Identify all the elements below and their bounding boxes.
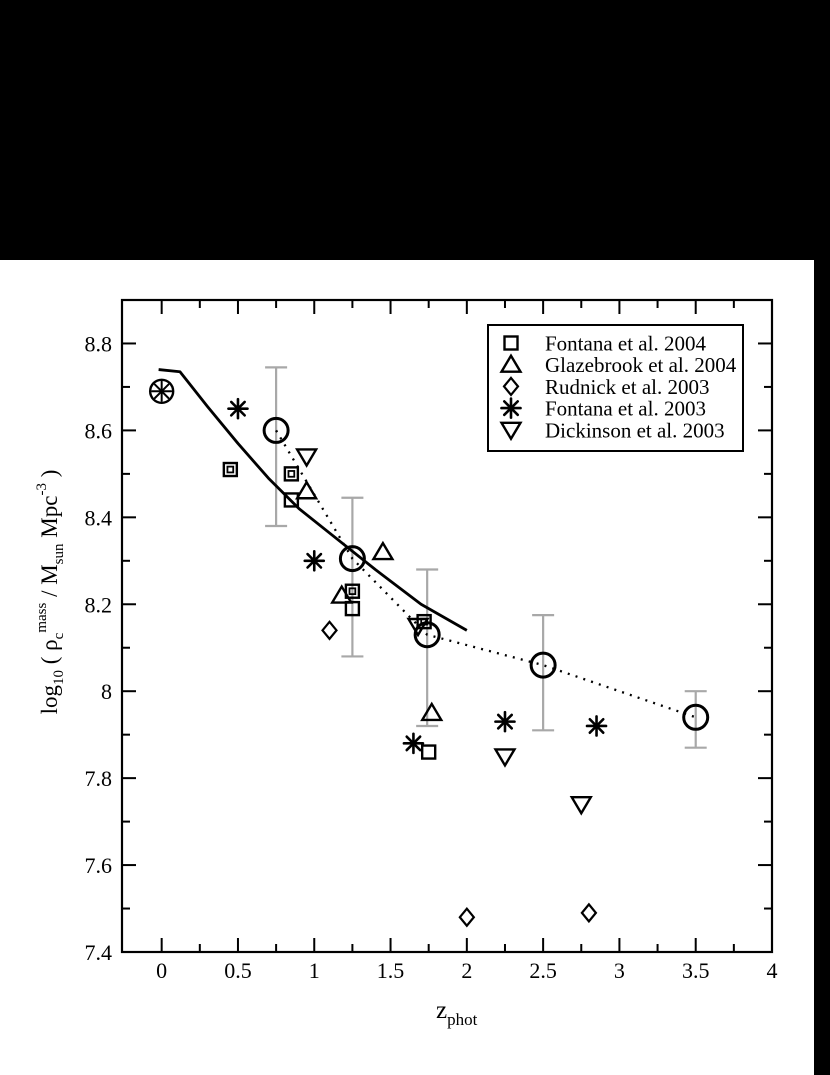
marker-diamond [323, 622, 337, 639]
data-points [150, 380, 708, 926]
series-dickinson-et-al-2003 [297, 449, 591, 813]
y-axis-label-seg: ( [37, 650, 62, 670]
marker-asterisk [228, 399, 247, 418]
y-axis-label-seg: mass [34, 602, 50, 633]
x-tick-label: 4 [766, 958, 778, 983]
y-tick-label: 8 [101, 679, 112, 705]
x-axis-label-sub: phot [447, 1010, 478, 1029]
x-tick-label: 1.5 [376, 958, 405, 983]
series-glazebrook-et-al-2004 [297, 482, 441, 720]
y-tick-label: 7.8 [84, 766, 112, 792]
marker-asterisk [404, 734, 423, 753]
y-axis-label-seg: Mpc [37, 495, 62, 544]
marker-triangle-up [332, 587, 351, 603]
legend-label: Fontana et al. 2004 [545, 331, 706, 356]
legend-label: Fontana et al. 2003 [545, 396, 706, 421]
marker-triangle-up [297, 482, 316, 498]
marker-triangle-down [297, 449, 316, 465]
y-axis-label-seg: ρ [37, 639, 62, 651]
y-tick-label: 8.4 [84, 505, 112, 531]
right-black-strip [814, 260, 830, 1075]
marker-asterisk [502, 399, 521, 418]
dotted-connector-line [276, 430, 696, 717]
marker-square-nested [224, 463, 237, 476]
series-square-nested [224, 463, 431, 628]
y-tick-label: 8.2 [84, 592, 112, 618]
y-tick-label: 7.6 [84, 853, 112, 879]
y-axis-label-seg: / M [37, 564, 62, 603]
y-tick-label: 8.8 [84, 331, 112, 357]
x-axis-label [436, 997, 478, 1029]
series-big-circle [264, 418, 708, 729]
marker-circle-asterisk [150, 380, 173, 403]
marker-square-nested [285, 467, 298, 480]
marker-square [422, 746, 435, 759]
x-tick-label: 2 [461, 958, 473, 983]
marker-asterisk [305, 551, 324, 570]
legend-label: Dickinson et al. 2003 [545, 418, 725, 443]
y-tick-label: 8.6 [84, 418, 112, 444]
legend [488, 325, 743, 451]
y-tick-label: 7.4 [84, 940, 112, 965]
y-axis-label-seg: sun [51, 543, 67, 565]
marker-triangle-up [422, 704, 441, 720]
top-black-band [0, 0, 830, 260]
marker-triangle-up [373, 543, 392, 559]
x-tick-label: 2.5 [529, 958, 557, 983]
series-circle-asterisk [150, 380, 173, 403]
marker-asterisk [587, 716, 606, 735]
marker-triangle-down [572, 797, 591, 813]
marker-asterisk [495, 712, 514, 731]
y-axis-label-seg: ) [37, 469, 62, 484]
y-axis-label-seg: c [51, 632, 67, 640]
marker-triangle-down [495, 749, 514, 765]
series-fontana-et-al-2003 [228, 399, 606, 753]
x-tick-label: 3.5 [681, 958, 710, 983]
x-tick-label: 0.5 [224, 958, 252, 983]
y-axis-label [34, 470, 67, 715]
marker-diamond [460, 909, 474, 926]
legend-label: Rudnick et al. 2003 [545, 374, 710, 399]
y-axis-label-seg: log [37, 684, 62, 715]
marker-diamond [582, 904, 596, 921]
y-axis-label-seg: 10 [51, 669, 67, 685]
x-tick-label: 1 [308, 958, 320, 983]
x-tick-label: 3 [613, 958, 625, 983]
solid-model-line [159, 370, 467, 631]
y-axis-label-seg: -3 [34, 483, 50, 496]
x-tick-label: 0 [156, 958, 168, 983]
x-axis-label-main: z [436, 997, 448, 1024]
legend-label: Glazebrook et al. 2004 [545, 353, 737, 378]
